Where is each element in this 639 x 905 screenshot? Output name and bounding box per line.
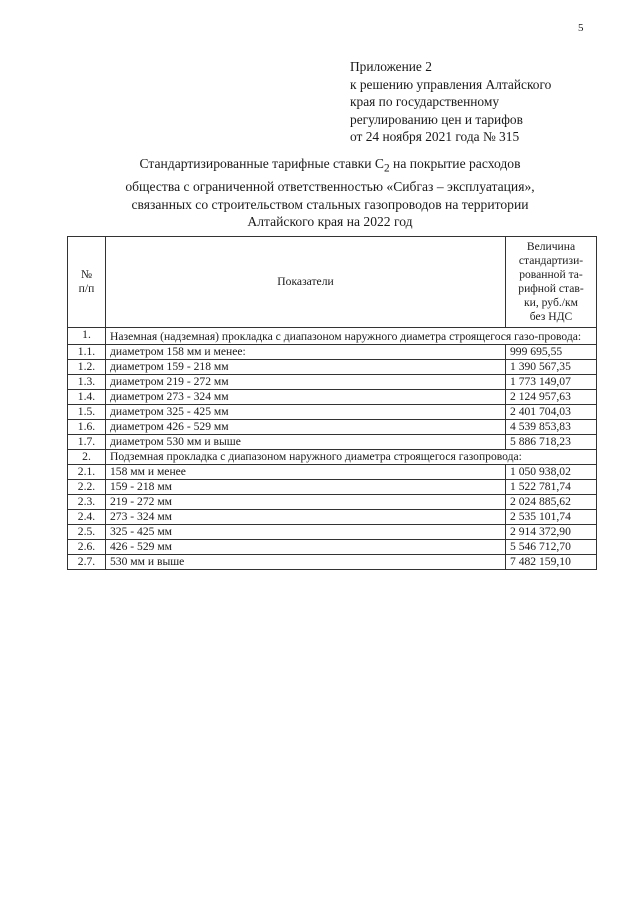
- row-value: 1 773 149,07: [506, 375, 597, 390]
- title-line: [66, 155, 594, 178]
- row-number: 1.7.: [68, 435, 106, 450]
- row-number: 1.5.: [68, 405, 106, 420]
- row-label: 530 мм и выше: [106, 555, 506, 570]
- page-number: 5: [578, 22, 584, 34]
- row-number: 2.5.: [68, 525, 106, 540]
- table-row: [68, 525, 597, 540]
- title-line1-rest: на покрытие расходов: [389, 156, 521, 171]
- row-number: 1.2.: [68, 360, 106, 375]
- row-value: 1 050 938,02: [506, 465, 597, 480]
- row-label: 159 - 218 мм: [106, 480, 506, 495]
- row-number: 2.6.: [68, 540, 106, 555]
- row-value: 4 539 853,83: [506, 420, 597, 435]
- row-label: 325 - 425 мм: [106, 525, 506, 540]
- row-value: 1 390 567,35: [506, 360, 597, 375]
- header-value-line: ки, руб./км: [524, 296, 578, 309]
- row-value: 2 024 885,62: [506, 495, 597, 510]
- header-value-line: рифной став-: [518, 282, 584, 295]
- row-value: 7 482 159,10: [506, 555, 597, 570]
- table-row: [68, 345, 597, 360]
- table-row: [68, 495, 597, 510]
- section-row: [68, 328, 597, 345]
- row-value: 2 401 704,03: [506, 405, 597, 420]
- header-value-line: рованной та-: [519, 268, 583, 281]
- row-label: диаметром 219 - 272 мм: [106, 375, 506, 390]
- table-row: [68, 390, 597, 405]
- row-value: 999 695,55: [506, 345, 597, 360]
- title-line: связанных со строительством стальных газопроводов на территории: [131, 196, 529, 212]
- header-value: [506, 237, 597, 328]
- document-title: [66, 155, 594, 230]
- appendix-block: [350, 58, 620, 146]
- table-row: [68, 435, 597, 450]
- row-label: 273 - 324 мм: [106, 510, 506, 525]
- row-label: диаметром 530 мм и выше: [106, 435, 506, 450]
- row-number: 1.3.: [68, 375, 106, 390]
- section-row: [68, 450, 597, 465]
- row-value: 5 886 718,23: [506, 435, 597, 450]
- table-header-row: [68, 237, 597, 328]
- row-label: 158 мм и менее: [106, 465, 506, 480]
- section-number: 2.: [68, 450, 106, 465]
- header-number-line: №: [80, 268, 93, 281]
- row-label: диаметром 158 мм и менее:: [106, 345, 506, 360]
- header-value-line: без НДС: [529, 310, 573, 323]
- table-row: [68, 405, 597, 420]
- appendix-line: к решению управления Алтайского: [350, 76, 552, 92]
- row-number: 2.4.: [68, 510, 106, 525]
- section-number: 1.: [68, 328, 106, 345]
- row-label: диаметром 426 - 529 мм: [106, 420, 506, 435]
- appendix-line: Приложение 2: [350, 59, 432, 74]
- row-number: 1.1.: [68, 345, 106, 360]
- table-row: [68, 375, 597, 390]
- header-number-line: п/п: [78, 282, 95, 295]
- row-label: диаметром 273 - 324 мм: [106, 390, 506, 405]
- row-label: 219 - 272 мм: [106, 495, 506, 510]
- header-value-line: Величина: [526, 240, 576, 253]
- appendix-line: от 24 ноября 2021 года № 315: [350, 129, 520, 145]
- header-value-line: стандартизи-: [518, 254, 584, 267]
- header-indicator: Показатели: [106, 237, 506, 328]
- title-line: Алтайского края на 2022 год: [247, 213, 413, 229]
- row-number: 1.4.: [68, 390, 106, 405]
- table-row: [68, 555, 597, 570]
- row-number: 2.7.: [68, 555, 106, 570]
- row-number: 2.1.: [68, 465, 106, 480]
- row-value: 2 535 101,74: [506, 510, 597, 525]
- row-value: 1 522 781,74: [506, 480, 597, 495]
- table-row: [68, 510, 597, 525]
- row-value: 5 546 712,70: [506, 540, 597, 555]
- row-number: 2.3.: [68, 495, 106, 510]
- table-row: [68, 540, 597, 555]
- table-row: [68, 420, 597, 435]
- appendix-line: регулированию цен и тарифов: [350, 111, 523, 127]
- row-number: 1.6.: [68, 420, 106, 435]
- table-row: [68, 360, 597, 375]
- title-line1-text: Стандартизированные тарифные ставки С: [139, 156, 384, 171]
- section-title: Наземная (надземная) прокладка с диапазоном наружного диаметра строящегося газо-провода:: [106, 328, 597, 345]
- row-label: диаметром 325 - 425 мм: [106, 405, 506, 420]
- row-label: диаметром 159 - 218 мм: [106, 360, 506, 375]
- header-number: [68, 237, 106, 328]
- section-title: Подземная прокладка с диапазоном наружного диаметра строящегося газопровода:: [106, 450, 597, 465]
- table-row: [68, 480, 597, 495]
- row-value: 2 914 372,90: [506, 525, 597, 540]
- row-value: 2 124 957,63: [506, 390, 597, 405]
- title-line1-subscript: 2: [383, 162, 390, 175]
- table-row: [68, 465, 597, 480]
- appendix-line: края по государственному: [350, 94, 500, 110]
- title-line: общества с ограниченной ответственностью «Сибгаз – эксплуатация»,: [125, 179, 535, 195]
- row-label: 426 - 529 мм: [106, 540, 506, 555]
- row-number: 2.2.: [68, 480, 106, 495]
- tariff-table: [67, 236, 597, 570]
